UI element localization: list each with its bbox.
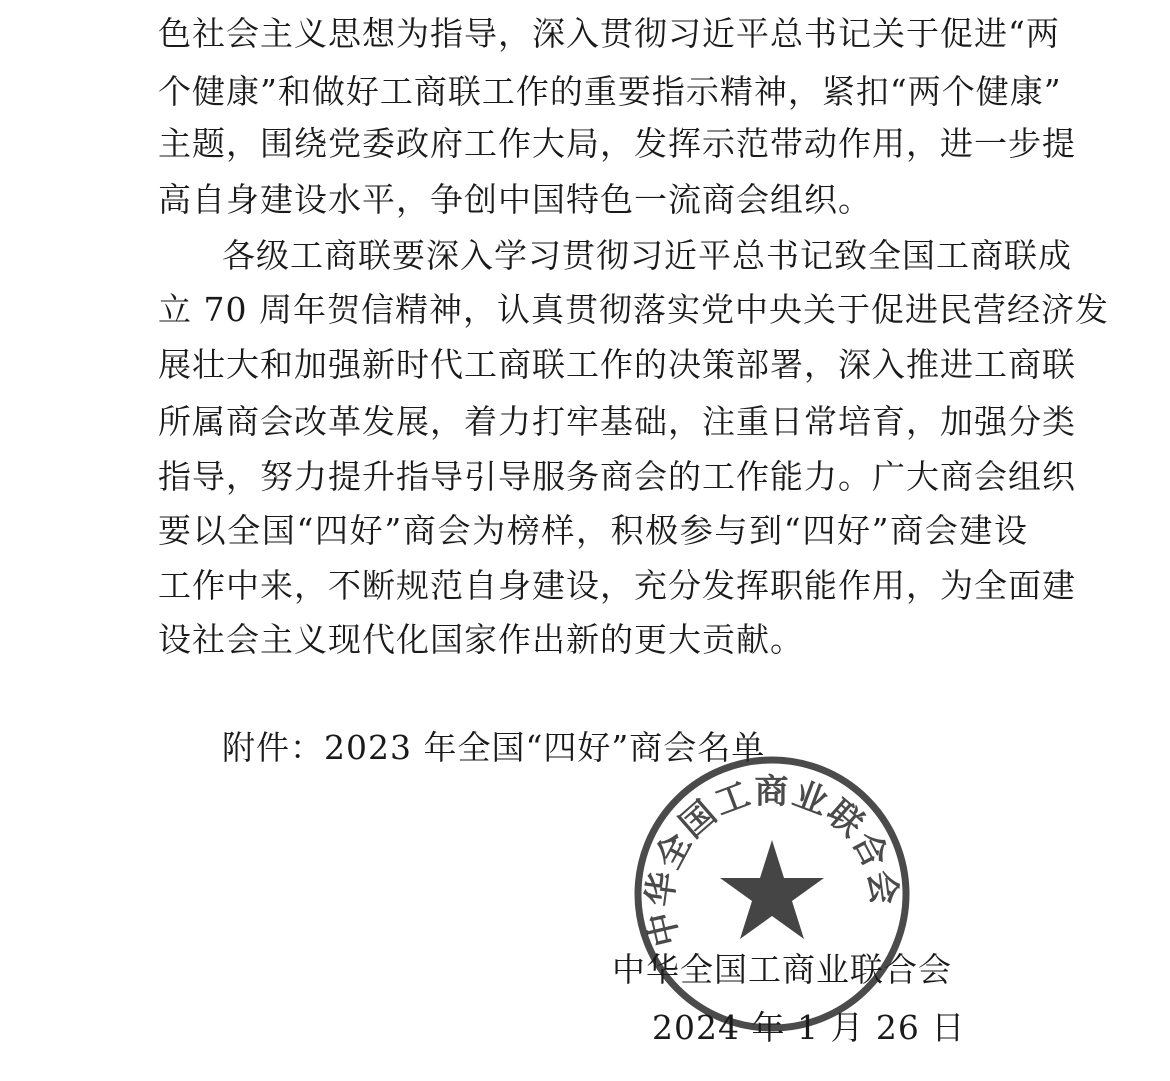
paragraph-2-line-5: 指导，努力提升指导引导服务商会的工作能力。广大商会组织 bbox=[158, 457, 1076, 496]
attachment-note: 附件：2023 年全国“四好”商会名单 bbox=[222, 728, 766, 767]
signature-organization: 中华全国工商业联合会 bbox=[612, 950, 952, 989]
official-seal-icon bbox=[632, 754, 912, 1034]
paragraph-2-line-4: 所属商会改革发展，着力打牢基础，注重日常培育，加强分类 bbox=[158, 402, 1076, 441]
paragraph-2-line-3: 展壮大和加强新时代工商联工作的决策部署，深入推进工商联 bbox=[158, 345, 1076, 384]
signature-date: 2024 年 1 月 26 日 bbox=[652, 1008, 966, 1047]
paragraph-1-line-2: 个健康”和做好工商联工作的重要指示精神，紧扣“两个健康” bbox=[158, 72, 1062, 111]
paragraph-2-line-1: 各级工商联要深入学习贯彻习近平总书记致全国工商联成 bbox=[222, 236, 1072, 275]
paragraph-2-line-2: 立 70 周年贺信精神，认真贯彻落实党中央关于促进民营经济发 bbox=[158, 290, 1109, 329]
paragraph-1-line-1: 色社会主义思想为指导，深入贯彻习近平总书记关于促进“两 bbox=[158, 14, 1060, 53]
paragraph-2-line-6: 要以全国“四好”商会为榜样，积极参与到“四好”商会建设 bbox=[158, 511, 1028, 550]
paragraph-1-line-3: 主题，围绕党委政府工作大局，发挥示范带动作用，进一步提 bbox=[158, 124, 1076, 163]
seal-text: 中华全国工商业联合会 bbox=[639, 771, 905, 951]
paragraph-1-line-4: 高自身建设水平，争创中国特色一流商会组织。 bbox=[158, 180, 872, 219]
paragraph-2-line-7: 工作中来，不断规范自身建设，充分发挥职能作用，为全面建 bbox=[158, 566, 1076, 605]
paragraph-2-line-8: 设社会主义现代化国家作出新的更大贡献。 bbox=[158, 620, 804, 659]
seal-star-icon bbox=[720, 840, 824, 939]
